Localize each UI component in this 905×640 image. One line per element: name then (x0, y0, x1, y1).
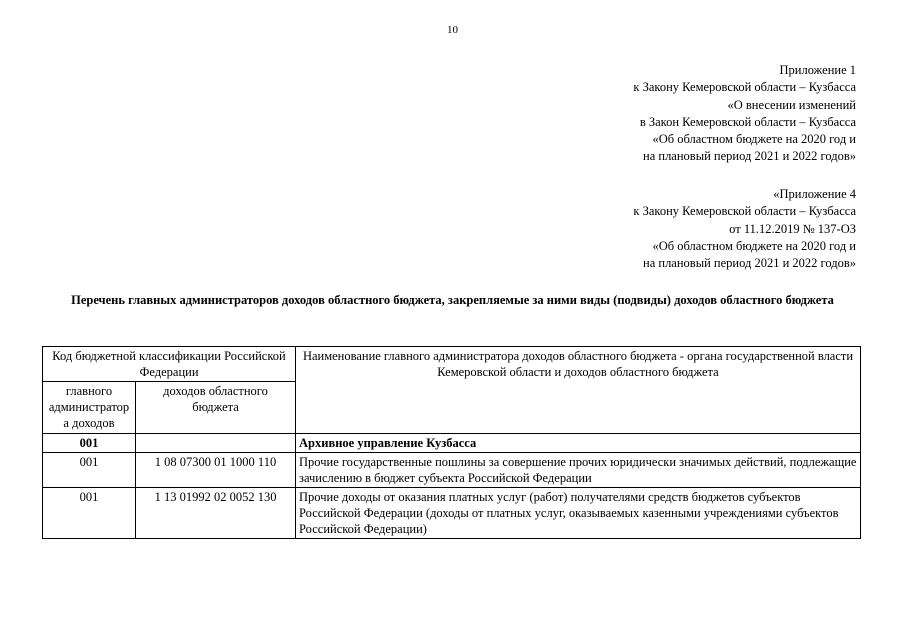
header-name-column: Наименование главного администратора доходов областного бюджета - органа государственной власти Кемеровской области и доходов областного бюджета (296, 347, 861, 434)
appendix-4-block (633, 186, 856, 272)
appendix-1-line: «О внесении изменений (727, 97, 856, 112)
appendix-1-block (633, 62, 856, 166)
income-code-cell: 1 13 01992 02 0052 130 (136, 488, 296, 539)
income-code-cell: 1 08 07300 01 1000 110 (136, 453, 296, 488)
appendix-1-line: в Закон Кемеровской области – Кузбасса (639, 114, 856, 129)
appendix-1-line: «Об областном бюджете на 2020 год и (652, 132, 856, 147)
income-code-cell (136, 434, 296, 453)
table-row (43, 453, 861, 488)
appendix-4-line: от 11.12.2019 № 137-ОЗ (729, 221, 856, 236)
header-admin-column: главного администратор а доходов (43, 382, 136, 434)
appendix-1-line: к Закону Кемеровской области – Кузбасса (633, 80, 856, 95)
appendix-4-line: «Об областном бюджете на 2020 год и (652, 238, 856, 253)
appendix-4-line: на плановый период 2021 и 2022 годов» (643, 256, 856, 271)
appendix-4-line: к Закону Кемеровской области – Кузбасса (633, 204, 856, 219)
header-income-column: доходов областного бюджета (136, 382, 296, 434)
income-name-cell: Прочие доходы от оказания платных услуг (работ) получателями средств бюджетов субъектов Российской Федерации (доходы от платных услуг, оказываемых казенными учреждениями субъектов Российской Федерации) (296, 488, 861, 539)
table-row-administrator (43, 434, 861, 453)
admin-code-cell: 001 (43, 453, 136, 488)
document-title: Перечень главных администраторов доходов областного бюджета, закрепляемые за ними виды (подвиды) доходов областного бюджета (71, 293, 834, 307)
table-row (43, 488, 861, 539)
revenue-administrators-table (42, 346, 861, 539)
appendix-1-line: на плановый период 2021 и 2022 годов» (643, 149, 856, 164)
income-name-cell: Прочие государственные пошлины за совершение прочих юридически значимых действий, подлежащие зачислению в бюджет субъекта Российской Федерации (296, 453, 861, 488)
administrator-name-cell: Архивное управление Кузбасса (296, 434, 861, 453)
page-number: 10 (447, 24, 458, 36)
admin-code-cell: 001 (43, 488, 136, 539)
header-code-group: Код бюджетной классификации Российской Федерации (43, 347, 296, 382)
table-header-row (43, 347, 861, 382)
appendix-1-line: Приложение 1 (779, 63, 856, 77)
appendix-4-line: «Приложение 4 (773, 187, 856, 201)
admin-code-cell: 001 (43, 434, 136, 453)
